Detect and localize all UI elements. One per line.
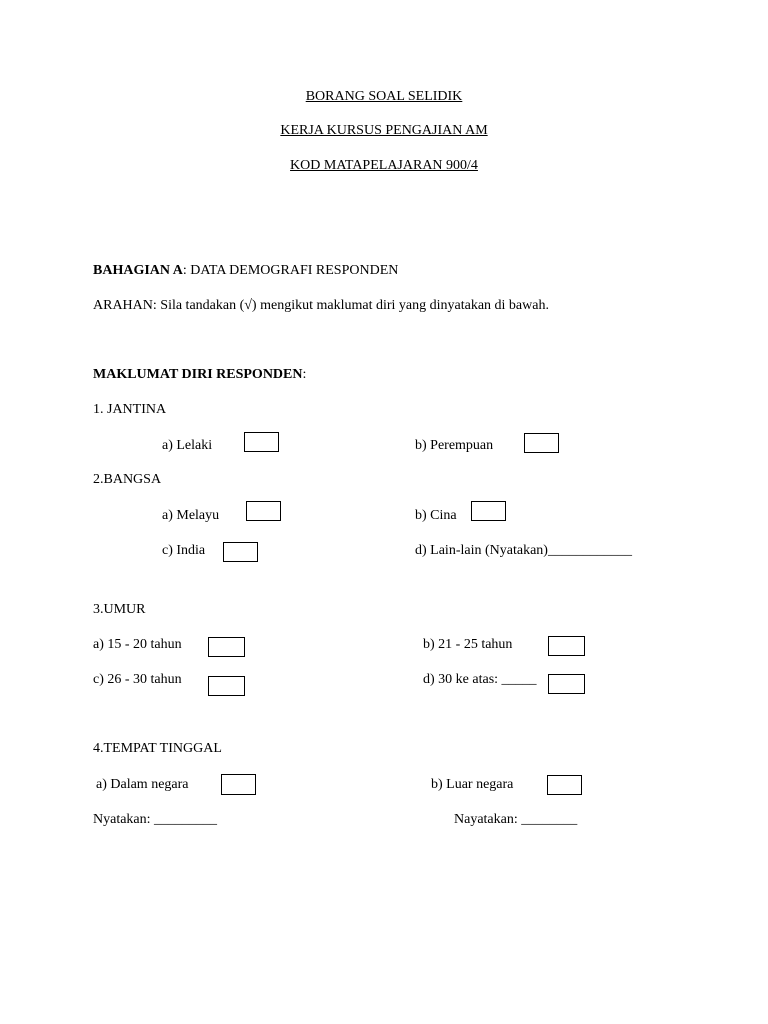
respondent-info-colon: : <box>302 367 307 382</box>
q2-cina-checkbox[interactable] <box>471 501 506 521</box>
q3-option-d: d) 30 ke atas: _____ <box>423 672 537 687</box>
q2-india-checkbox[interactable] <box>223 542 258 562</box>
q4-option-a: a) Dalam negara <box>96 777 189 792</box>
q3-30-above-checkbox[interactable] <box>548 674 585 694</box>
instruction-text: ARAHAN: Sila tandakan (√) mengikut maklumat diri yang dinyatakan di bawah. <box>93 298 549 313</box>
subject-code: KOD MATAPELAJARAN 900/4 <box>290 158 478 173</box>
q3-option-c: c) 26 - 30 tahun <box>93 672 182 687</box>
section-a-heading <box>93 263 398 279</box>
q4-dalam-negara-checkbox[interactable] <box>221 774 256 795</box>
q2-option-a: a) Melayu <box>162 508 220 523</box>
section-a-title: : DATA DEMOGRAFI RESPONDEN <box>182 263 399 278</box>
q1-lelaki-checkbox[interactable] <box>244 432 279 452</box>
q2-melayu-checkbox[interactable] <box>246 501 281 521</box>
q1-option-a: a) Lelaki <box>162 438 213 453</box>
respondent-info-label: MAKLUMAT DIRI RESPONDEN <box>93 367 303 382</box>
q3-option-a: a) 15 - 20 tahun <box>93 637 182 652</box>
q1-label: 1. JANTINA <box>93 402 167 417</box>
respondent-info-heading <box>93 367 306 383</box>
q2-label: 2.BANGSA <box>93 472 162 487</box>
q3-label: 3.UMUR <box>93 602 146 617</box>
q3-15-20-checkbox[interactable] <box>208 637 245 657</box>
q4-specify-a: Nyatakan: _________ <box>93 812 218 827</box>
q3-21-25-checkbox[interactable] <box>548 636 585 656</box>
q2-option-b: b) Cina <box>415 508 457 523</box>
q4-luar-negara-checkbox[interactable] <box>547 775 582 795</box>
q3-26-30-checkbox[interactable] <box>208 676 245 696</box>
q2-option-c: c) India <box>162 543 206 558</box>
form-title: BORANG SOAL SELIDIK <box>305 89 463 104</box>
q1-perempuan-checkbox[interactable] <box>524 433 559 453</box>
q1-option-b: b) Perempuan <box>415 438 494 453</box>
q4-specify-b: Nayatakan: ________ <box>454 812 578 827</box>
section-a-label: BAHAGIAN A <box>93 263 183 278</box>
q4-label: 4.TEMPAT TINGGAL <box>93 741 222 756</box>
course-title: KERJA KURSUS PENGAJIAN AM <box>280 123 488 138</box>
q3-option-b: b) 21 - 25 tahun <box>423 637 513 652</box>
q4-option-b: b) Luar negara <box>431 777 514 792</box>
q2-option-d: d) Lain-lain (Nyatakan)____________ <box>415 543 632 558</box>
